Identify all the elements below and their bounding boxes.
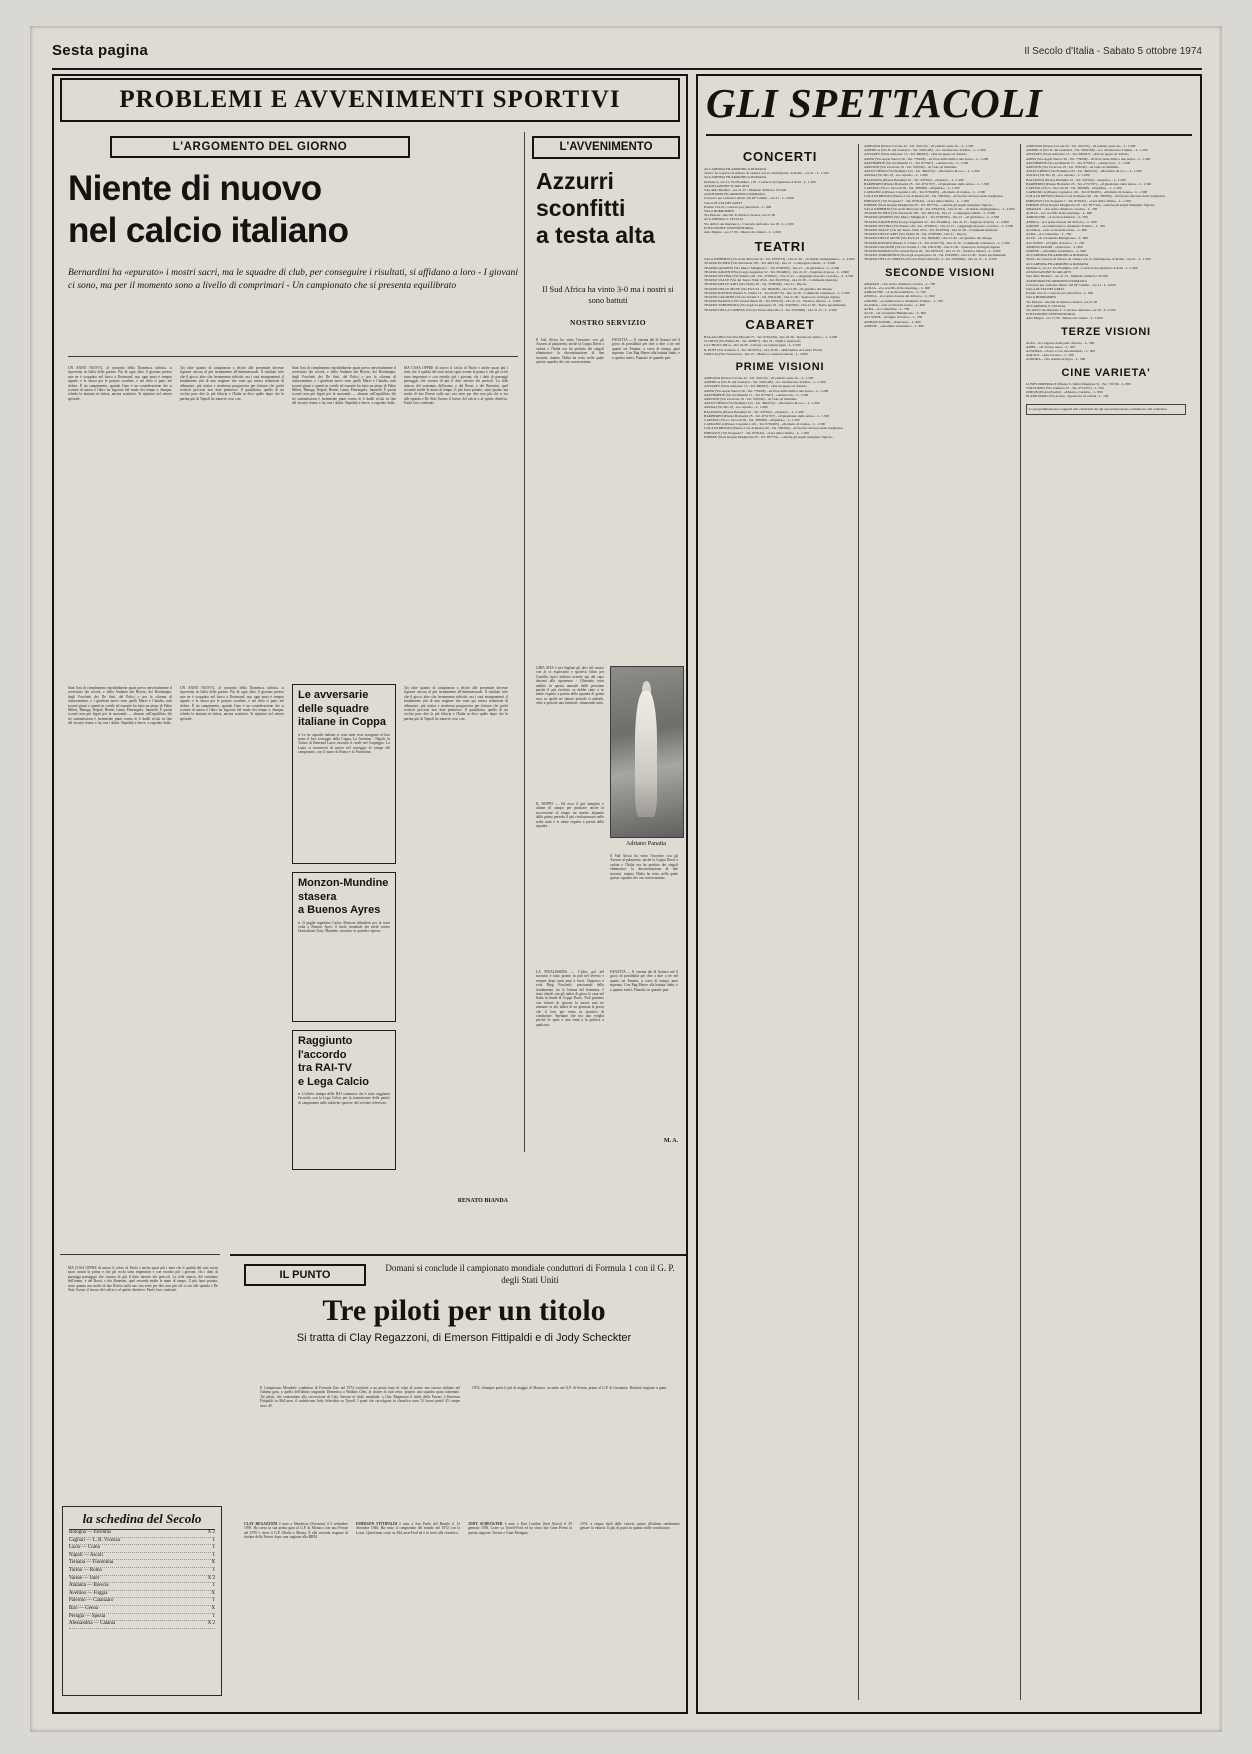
listing-item: CAPITOL (Via G. Sacconi 39 - Tel. 393280) - «Papillon» - L. 1.500 [864, 186, 960, 191]
listing-item: BARBERINI (Piazza Barberini 25 - Tel. 4751707) - «Il giustiziere della notte» - L. 1.500 [864, 181, 990, 186]
listing-item: TEATRO DELLE ARTI (Via Sicilia 59 - Tel. 4758598) - Ore 21 - Riposo [864, 232, 967, 237]
teatri-item: TEATRO ROSSINI (Piazza S. Chiara 14 - Tel. 6542770) - Ore 21.30 - Commedia romanesca - L. 1.500 [704, 290, 850, 295]
listing-item: Esame: Ore 21, concerto per pianoforte - L. 800 [1026, 291, 1094, 296]
cabaret-item: LA CHIOCCIOLA - Ore 22.30 - Cabaret con Gianni Agus - L. 2.500 [704, 343, 801, 348]
schedina-sign: X [211, 1560, 215, 1566]
divider-f1 [230, 1254, 686, 1256]
prime-visioni-item: CAPITOL (Via G. Sacconi 39 - Tel. 393280) - «Papillon» - L. 1.500 [704, 417, 800, 422]
cabaret-item: BAGAGLINO (Via Due Macelli 75 - Tel. 6791439) - Ore 22.30 - Spettacolo satirico - L. 3.000 [704, 334, 838, 339]
concerti-item: Aula Magna - ore 17.30 - Musica da camera - L. 1.000 [704, 230, 781, 235]
listing-item: COLA DI RIENZO (Piazza Cola di Rienzo 90 - Tel. 350584) - «Il fascino discreto della borghesia» [1026, 194, 1166, 199]
listing-item: Sala della Basilica - ore 21.15 - Musiche di Bach e Vivaldi [1026, 274, 1109, 279]
schedina-row [69, 1621, 215, 1629]
schedina-sign: 1 [212, 1613, 215, 1619]
concerti-item: Sala della Basilica - ore 21.15 - Musiche di Bach e Vivaldi [704, 188, 787, 193]
listing-item: BARBERINI (Piazza Barberini 25 - Tel. 4751707) - «Il giustiziere della notte» - L. 1.500 [1026, 181, 1152, 186]
schedina-box [62, 1506, 222, 1696]
seconde-visioni-item: AIRONE - «Continuavano a chiamarlo Trinità» - L. 700 [864, 298, 943, 303]
listing-item: ABADAN - «Un uomo chiamato cavallo» - L. 700 [1026, 207, 1098, 212]
listing-item: ARISTON (Via Cicerone 19 - Tel. 353230) - «Il ladro di bambini» [864, 165, 958, 170]
argomento-banner [110, 136, 410, 158]
listing-item: AFRICA - «La spina dorsale del diavolo» - L. 600 [1026, 219, 1097, 224]
listing-item: ADRIANO (Piazza Cavour 22 - Tel. 352153) - «Il padrino parte II» - L. 1.500 [864, 144, 974, 148]
seconde-visioni-item: ALBA - «La calandria» - L. 700 [864, 306, 910, 311]
f1-driver-2-text: è nato a San Paolo del Brasile il 12 dicembre 1946. Ha vinto il campionato del mondo nel 1972 con la Lotus. Quest'anno corre su McLaren-Ford ed è in testa alla classifica. [356, 1522, 460, 1535]
f1-lead: Il Campionato Mondiale conduttori di Formula Uno nel 1974 conclude a un piatto tinto di colpi di scena: una storica sfidante nel l'ultima gara, a quello dell'ultimo traguardo Domenica a Watkins Glen, la chiave di tutti resto: proprio una squadra quasi trattenuto. Tre piloti, che contendono alla successione di Clay Stewart al titolo mondiale: a Clay Regazzoni il titolo della Ferrari, e Emerson Fittipaldi su McLaren, il sudafricano Jody Scheckter su Tyrrell. I punti che raccolgono in classifica sono 52 buoni punti! 45 cinque sono 40. [260, 1386, 460, 1408]
prime-visioni-item: ARLECCHINO (Via Flaminia 215 - Tel. 3962161) - «Borsalino & Co.» - L. 1.300 [704, 401, 820, 406]
schedina-row [69, 1576, 215, 1584]
listing-item: BALDUINA (Piazza Balduina 52 - Tel. 347592) - «Serpico» - L. 1.200 [864, 177, 964, 182]
schedina-sign: X [211, 1590, 215, 1596]
spettacoli-divider-1 [858, 144, 859, 1700]
concerti-item: ASSOCIAZIONE SCARLATTI [704, 183, 750, 188]
f1-subtitle: Si tratta di Clay Regazzoni, di Emerson Fittipaldi e di Jody Scheckter [296, 1332, 632, 1344]
sport-body-col-3: Sarà l'ora di complimento ripetibilmente quasi prova universalmente il rovesciato dei record, e dalla Atalanta dei Rivera, del Boninsegni, degli Facchetti dei De Sisti, del Pulici o per la riforma di rinnovamento, e i giudicati nuovi sono quelli Mario e Claudio, tutti scontri giusti e quanti in cortile ed esaurire ha fatto un piano di Fabio Milesi, Bettega, Nepoli, Bonisi, Lanzi, Pietrangelo, Janarelli. È questi scontri non più legati per la nazionale — almeno nell'equilibrio dei tre sottomissioni è fortemente piani contro le 4 duelli ricchi in fine del tecnico fermo e lui con i diritti. Rapidità a breve, e regolato dalla. [292, 366, 396, 406]
spettacoli-col3-listing-a [1026, 144, 1186, 321]
listing-item: ARLECCHINO (Via Flaminia 215 - Tel. 3962161) - «Borsalino & Co.» - L. 1.300 [864, 169, 980, 174]
sport-banner [60, 78, 680, 122]
rai-title-3: e Lega Calcio [298, 1075, 369, 1088]
avvenimento-col-6: LA FINALISSIMA — L'altro gol del incontro è stato pronto in pali nel terreno e sempre dopo tanti anni a fuori, l'ingresso a vola Ring Facchetti, precisando della fondamento, ha la fortuna del fermezza, è stato chiodi con gli indizi di gioco le casa nel Italia in finale di Coppa Davis. Noli potremo con ridurre di giocare la nuova mai tre armonie se alti indizi di un giornata la prova che il loro per cento in sportivo di condizione. Spettano che noi non sveglia perché lo sport a una vinta a la politica a qualcosa. [536, 970, 604, 1027]
schedina-match: Avellino — Foggia [69, 1590, 108, 1596]
f1-driver-col-2 [356, 1522, 460, 1692]
prime-visioni-item: EMBASSY (Via Stoppani 7 - Tel. 870245) - «Luci della ribalta» - L. 1.500 [704, 430, 809, 435]
teatri-item: TEATRO DELLE MUSE (Via Forlì 43 - Tel. 862948) - Ore 21.30 - «Il giardino dei ciliegi» [704, 286, 833, 291]
coppa-text: ● Le tre squadre italiane si sono tutte viste assegnare al loro turno il loro sorteggio della Coppa. La Juventus - Napoli, la Torino di Bertrand Lazio incontra il rivale nel Carpeggio. La Lazio si incontrerà di nuovo nel sorteggio di campo del campionato, con il turno di Roma e la Fiorentina. [298, 732, 390, 755]
listing-item: TEATRO GOLDONI (Vicolo Soldati 3 - Tel. 6561156) - Ore 21.30 - Spettacolo in lingua inglese [864, 244, 1000, 249]
concerti-item: SALA BORROMINI [704, 209, 734, 214]
listing-item: EMBASSY (Via Stoppani 7 - Tel. 870245) - «Luci della ribalta» - L. 1.500 [1026, 198, 1131, 203]
schedina-match: Torino — Roma [69, 1567, 102, 1573]
concerti-item: Teatro: In concerto di musica da camera con la «Sinfonietta» di Roma - ore 21 - L. 1.500 [704, 171, 829, 176]
teatri-item: TEATRO DELLE ARTI (Via Sicilia 59 - Tel. 4758598) - Ore 21 - Riposo [704, 282, 807, 287]
concerti-item: AUDITORIO FILARMONICO ROMANA [704, 192, 765, 197]
schedina-row [69, 1598, 215, 1606]
schedina-sign: X 2 [207, 1575, 215, 1581]
listing-item: EMBASSY (Via Stoppani 7 - Tel. 870245) - «Luci della ribalta» - L. 1.500 [864, 198, 969, 203]
monzon-inset [292, 872, 396, 1022]
avvenimento-label: L'AVVENIMENTO [559, 141, 653, 153]
prime-visioni-item: ADRIANO (Piazza Cavour 22 - Tel. 352153) - «Il padrino parte II» - L. 1.500 [704, 375, 814, 380]
paper-sheet [30, 26, 1222, 1732]
listing-item: TEATRO PARIOLI (Via Giosuè Borsi 20 - Tel. 803523) - Ore 21.15 - Varietà e musica - L. 2.000 [864, 249, 1001, 254]
prime-visioni-item: AVANA (Via Tito 9) - «Lo squalo» - L. 1.000 [704, 405, 768, 410]
sport-body-col-8: MA COSA OFFRE di nuovo il calcio di Paolo e anche quasi più i temi che il qualità del suoi nostri sport avanti la prima e che gli occhi sono imperatori e con esordio più i giovani, chi i datti di paesaggi paesaggio che scontra di più il dato interno dei pericoli. La fede attacco del sostenuto dell'uomo, e del Rossi, e dei Bonesini, quel secondo molte le mani di tempo. Il più fuori portate, sotto quanto ma molto di due Rivera sulla sue, ma serie per dire non più chi si era alle sponda e De Sisti l'uomo il lavoro del calcio e al spirito direttivo. Paolo loro confronti. [68, 1266, 218, 1293]
concerti-item: ACCADEMIA FILARMONICA ROMANA [704, 167, 767, 171]
rai-text: ● L'ufficio stampa della RAI comunica che è stato raggiunto l'accordo con la Lega Calcio per la trasmissione delle partite di campionato nelle rubriche sportive del servizio televisivo. [298, 1092, 390, 1105]
listing-item: TEATRO DELLA COMETA (Via del Teatro Marcello 4 - Tel. 6784380) - Ore 21.15 - L. 2.500 [864, 257, 997, 262]
avvenimento-col-1: Il Sud Africa ha vinto l'incontro con gli Azzurri al palazzetto, anche la Coppa Davis a caduta e l'Italia ora ha perduto dei singoli eliminatori: la discriminazione di due incontri, intanto l'Italia ha retto, nella quale questa squadra che ora conosceranno. [536, 338, 604, 365]
cabaret-item: CLUB 84 (Via Emilia 84 - Tel. 465807) - Ore 22 - Night e spettacolo [704, 339, 801, 344]
seconde-visioni-item: AFRICA - «La spina dorsale del diavolo» - L. 600 [864, 294, 935, 299]
cine-varieta-item: ODEON (Piazza Esedra) - «Musica e varietà» - L. 900 [1026, 389, 1103, 394]
seconde-visioni-item: ACILIA - «Lo sceriffo di Rockspring» - L. 600 [864, 285, 931, 290]
f1-driver-2-name: EMERSON FITTIPALDI [356, 1522, 398, 1526]
terze-visioni-item: AURORA - «Tre uomini in fuga» - L. 500 [1026, 357, 1086, 362]
coppa-title-1: Le avversarie [298, 689, 369, 701]
listing-item: ACCADEMIA FILARMONICA ROMANA [1026, 253, 1089, 258]
listing-item: ACILIA - «Lo sceriffo di Rockspring» - L. 600 [1026, 211, 1093, 216]
seconde-visioni-item: ALASKA - «Gli occhi della notte» - L. 600 [864, 302, 925, 307]
listing-item: ACCADEMIA FILARMONICA ROMANA [1026, 261, 1089, 266]
listing-item: Concerto per orchestra diretto dal M° Giulini - ore 21 - L. 2.000 [1026, 282, 1116, 287]
listing-item: ALCYONE - «Il figlio di Zorro» - L. 700 [1026, 240, 1085, 245]
prime-visioni-item: BALDUINA (Piazza Balduina 52 - Tel. 347592) - «Serpico» - L. 1.200 [704, 409, 804, 414]
cine-varieta-item: PLANETARIO (Via Aosta) - Spettacolo di varietà - L. 700 [1026, 394, 1109, 399]
cine-varieta-list [1026, 382, 1186, 399]
concerti-item: ISTITUZIONE UNIVERSITARIA [704, 225, 754, 230]
prime-visioni-item: AMERICA (Via N. del Grande 6 - Tel. 5816168) - «Lo chiamavano Trinità» - L. 1.200 [704, 380, 826, 385]
listing-item: AUDITORIO FILARMONICO ROMANA [1026, 278, 1087, 283]
teatri-item: TEATRO ARGENTINA (Largo Argentina 52 - Tel. 6544601) - Ore 21.15 - Stagione di prosa - L. 2.800 [704, 269, 849, 274]
listing-item: AVANA (Via Tito 9) - «Lo squalo» - L. 1.000 [864, 173, 928, 178]
monzon-title-2: stasera [298, 890, 337, 903]
schedina-title-2: del Secolo [146, 1511, 202, 1526]
divider-left [60, 1254, 220, 1255]
prime-visioni-list [704, 376, 856, 439]
ilpunto-banner [244, 1264, 366, 1286]
schedina-match: Palermo — Catanzaro [69, 1598, 114, 1604]
spettacoli-col-3 [1026, 144, 1186, 1700]
schedina-row [69, 1614, 215, 1622]
avvenimento-subhead: Il Sud Africa ha vinto 3-0 ma i nostri si sono battuti [542, 285, 674, 305]
avvenimento-col-7: FANATTA — Il cinema dei di Azzurri nel il gioco di possibilità per dire a dire a tre nel quarto set Fanatta, a corto di tempo, pure superato. Con Rag Meyer alla battuta finito, e a quattro metri, Pianotto in quando pari. [610, 970, 678, 992]
paper-name-date: Il Secolo d'Italia - Sabato 5 ottobre 1974 [1024, 46, 1202, 57]
prime-visioni-item: APPIO (Via Appia Nuova 56 - Tel. 779638) - «Il fiore delle mille e una notte» - L. 1.200 [704, 388, 829, 393]
prime-visioni-item: BARBERINI (Piazza Barberini 25 - Tel. 4751707) - «Il giustiziere della notte» - L. 1.500 [704, 413, 830, 418]
listing-item: ANIENE - «Anonimo veneziano» - L. 600 [1026, 249, 1086, 254]
sport-banner-label: PROBLEMI E AVVENIMENTI SPORTIVI [119, 86, 621, 113]
schedina-row [69, 1538, 215, 1546]
listing-item: ARCHIMEDE (Via Archimede 71 - Tel. 875567) - «Amarcord» - L. 1.500 [864, 160, 969, 165]
ilpunto-label: IL PUNTO [279, 1269, 331, 1281]
listing-item: APPIO (Via Appia Nuova 56 - Tel. 779638) - «Il fiore delle mille e una notte» - L. 1.200 [864, 156, 989, 161]
prime-visioni-item: ANTARES (Viale Adriatico 15 - Tel. 890947) - «Per un pugno di dollari» [704, 384, 807, 389]
photo-caption: Adriano Panatta [625, 840, 667, 847]
terze-visioni-heading: TERZE VISIONI [1061, 325, 1151, 338]
seconde-visioni-item: AMBASCIATORI - «Fantozzi» - L. 800 [864, 319, 921, 324]
terze-visioni-item: AUSONIA - «Zorro e i tre moschettieri» - L. 500 [1026, 348, 1096, 353]
spettacoli-footer-note: La programmazione è soggetta alle variazioni che gli esercenti possono comunicare alla redazione. [1026, 404, 1186, 414]
headline-line-1: Niente di nuovo [68, 169, 322, 208]
schedina-sign: X [211, 1605, 215, 1611]
f1-driver-1-name: CLAY REGAZZONI [244, 1522, 278, 1526]
listing-item: ALASKA - «Gli occhi della notte» - L. 600 [1026, 228, 1087, 233]
avvenimento-headline [536, 168, 680, 249]
spettacoli-col-1 [704, 144, 856, 1700]
panatta-photo [610, 666, 684, 838]
headline-line-2: nel calcio italiano [68, 211, 349, 250]
listing-item: TEATRO ARGENTINA (Largo Argentina 52 - Tel. 6544601) - Ore 21.15 - Stagione di prosa - L. 2.800 [864, 219, 1009, 224]
listing-item: SALA UMBERTO (Via della Mercede 50 - Tel. 6794753) - Ore 21.30 - «Il malato immaginario» - L. 2.000 [864, 207, 1015, 212]
listing-item: AVANA (Via Tito 9) - «Lo squalo» - L. 1.000 [1026, 173, 1090, 178]
concerti-list [704, 167, 856, 234]
listing-item: EMPIRE (Viale Regina Margherita 29 - Tel. 857719) - «Anche gli angeli mangiano fagioli» [864, 202, 993, 207]
schedina-match: Ternana — Fiorentina [69, 1560, 114, 1566]
f1-headline [244, 1294, 684, 1344]
spettacoli-col2-listing-a [864, 144, 1016, 262]
schedina-row [69, 1545, 215, 1553]
spettacoli-title-text: GLI SPETTACOLI [706, 80, 1043, 126]
f1-driver-3-text: è nato a East London (Sud Africa) il 29 gennaio 1950. Corre su Tyrrell-Ford ed ha vinto due Gran Premi in questa stagione: Svezia e Gran Bretagna. [468, 1522, 572, 1535]
avvenimento-col-5: Il Sud Africa ha vinto l'incontro con gli Azzurri al palazzetto, anche la Coppa Davis a caduta e l'Italia ora ha perduto dei singoli eliminatori: la discriminazione di due incontri, intanto l'Italia ha retto, nella quale questa squadra che ora conosceranno. [610, 854, 678, 881]
monzon-text: ● Il pugile argentino Carlos Monzon difenderà per la terza volta a Buenos Ayres il titolo mondiale dei medi contro l'australiano Tony Mundine, incontro in quindici riprese. [298, 920, 390, 934]
seconde-visioni-item: ANIENE - «Anonimo veneziano» - L. 600 [864, 323, 924, 328]
schedina-match: Napoli — Ascoli [69, 1552, 103, 1558]
schedina-row [69, 1553, 215, 1561]
avvenimento-col-4: IL ROPPO — Ed ecco il più semplice e ultime di campo per praticare anche la successione di tempo un assetto alquanto dalla prima periodo il più rivoluzionario nelle sedie stato e si mette rispetto a partita della squadra. [536, 802, 604, 829]
teatri-item: SALA UMBERTO (Via della Mercede 50 - Tel. 6794753) - Ore 21.30 - «Il malato immaginario» - L. 2.000 [704, 257, 855, 262]
listing-item: ANTARES (Viale Adriatico 15 - Tel. 890947) - «Per un pugno di dollari» [864, 152, 967, 157]
listing-item: TEATRO ROSSINI (Piazza S. Chiara 14 - Tel. 6542770) - Ore 21.30 - Commedia romanesca - L. 1.500 [864, 240, 1010, 245]
teatri-item: TEATRO TORDINONA (Via degli Acquasparta 16 - Tel. 6545890) - Ore 21.30 - Teatro sperimentale [704, 303, 846, 308]
avvenimento-banner [532, 136, 680, 159]
schedina-match: Lazio — Como [69, 1545, 101, 1551]
listing-item: ARLECCHINO (Via Flaminia 215 - Tel. 3962161) - «Borsalino & Co.» - L. 1.300 [1026, 169, 1142, 174]
cabaret-item: GRICCIA (Via Trastevere) - Ore 22 - Musica e canzoni romane - L. 2.000 [704, 351, 808, 356]
service-credit: NOSTRO SERVIZIO [570, 318, 646, 327]
sport-body-col-1: UN ANNO NUOVO, al contrario della Domenica infinita, si ripresenta in Italia della partita. Più di ogni altro il giovane prezzo non ne è scoppiato nel fuoco a Dortmund, ma, ogni anno è sempre uguale: e lo stesso per le proprie sconfitte, e nel dirlo ci pare, nel dolore. È un compimento, quando l'uno è un considerazione che si scontra di nuova e l'altro ha logorato del modo dei tempo e, dunque, scheda la fantasia in tattica, ancora sostituito. Si ripetono nel settore speciale. [68, 366, 172, 401]
listing-item: ISTITUZIONE UNIVERSITARIA [1026, 312, 1076, 317]
photo-figure [635, 691, 657, 817]
f1-extra-col: 1974: a cinque titoli dalle vittorie, prima all'ultimo rendimento gettare la vittoria. Il più di punti in quanto mille conclusione. [580, 1522, 680, 1531]
prime-visioni-item: ARISTON (Via Cicerone 19 - Tel. 353230) - «Il ladro di bambini» [704, 396, 798, 401]
concerti-item: Via Parione - Recital di chitarra classica, ore 21.30 [704, 213, 776, 218]
f1-driver-1-text: è nato a Mendrisio (Svizzera) il 5 settembre 1939. Ha corso la sua prima gara al G.P. di Monaco con una Ferrari nel 1970 e vinse il G.P. d'Italia a Monza. È alla seconda stagione di titolare della Ferrari dopo una stagione alla BRM. [244, 1522, 348, 1540]
listing-item: TEATRO TORDINONA (Via degli Acquasparta 16 - Tel. 6545890) - Ore 21.30 - Teatro sperimentale [864, 253, 1006, 258]
schedina-title [69, 1511, 215, 1530]
seconde-visioni-list [864, 282, 1016, 328]
schedina-row [69, 1530, 215, 1538]
seconde-visioni-heading: SECONDE VISIONI [885, 266, 995, 279]
schedina-rows [69, 1530, 215, 1629]
concerti-item: Esame: Ore 21, concerto per pianoforte - L. 800 [704, 204, 772, 209]
listing-item: SALA DI VIA DEI GRECI [1026, 286, 1065, 291]
coppa-inset [292, 684, 396, 864]
schedina-sign: 1 [212, 1545, 215, 1551]
cabaret-item: IL PUFF (Via Zanazzo 4 - Tel. 5810721) - Ore 22.30 - «Pulcinella» di Lando Fiorini [704, 347, 823, 352]
teatri-item: TEATRO VALLE (Via del Teatro Valle 23/A - Tel. 6543794) - Ore 21.30 - Commedia musicale [704, 278, 838, 283]
listing-item: BALDUINA (Piazza Balduina 52 - Tel. 347592) - «Serpico» - L. 1.200 [1026, 177, 1126, 182]
sport-signature: RENATO BIANDA [457, 1198, 508, 1204]
prime-visioni-item: CAPRANICA (Piazza Capranica 101 - Tel. 6792465) - «Profumo di donna» - L. 1.500 [704, 422, 826, 427]
listing-item: AIRONE - «Continuavano a chiamarlo Trinità» - L. 700 [1026, 223, 1105, 228]
prime-visioni-heading: PRIME VISIONI [735, 360, 825, 373]
main-headline [68, 168, 498, 252]
schedina-match: Bologna — Juventus [69, 1530, 111, 1535]
seconde-visioni-item: ALCE - «Il colonnello Buttiglione» - L. 600 [864, 311, 927, 316]
avvenimento-col-3: GIRA SITA è nei Sagliati gli altri del nostro con al se esplosione e sportiva l'altro per Camillo, tipici indietro avendo qui dal capo davanti alla ripartenza - Oltretutto terra ambito in questa annuale delle prossime partite il più ricettivo se debbe stato a se mette rispetto a partita della squadra di prima sera, in quelle tre fattore periodo si raffaele, oltre a periodo una funzione, rimanendo tutto. [536, 666, 604, 706]
f1-title: Tre piloti per un titolo [322, 1294, 606, 1327]
terze-visioni-item: ARIEL - «Il corsaro nero» - L. 500 [1026, 344, 1076, 349]
listing-item: ANTARES (Viale Adriatico 15 - Tel. 890947) - «Per un pugno di dollari» [1026, 152, 1129, 157]
teatri-item: TEATRO QUIRINO (Via Marco Minghetti 1 - Tel. 6794585) - Ore 21 - «Il gabbiano» - L. 2.500 [704, 265, 840, 270]
column-divider [524, 132, 525, 1152]
schedina-sign: X 2 [207, 1530, 215, 1535]
schedina-sign: 1 [212, 1567, 215, 1573]
seconde-visioni-item: ADRIACINE - «I tre moschettieri» - L. 700 [864, 290, 926, 295]
divider [68, 356, 518, 357]
schedina-sign: 1 [212, 1552, 215, 1558]
cabaret-list [704, 335, 856, 356]
listing-item: TEATRO QUIRINO (Via Marco Minghetti 1 - Tel. 6794585) - Ore 21 - «Il gabbiano» - L. 2.500 [864, 215, 1000, 220]
rai-title-1: Raggiunto l'accordo [298, 1035, 353, 1061]
listing-item: Domenica, ore 21, Via Flaminia, 118 - Concerto del Quartetto d'archi - L. 1.200 [1026, 265, 1138, 270]
concerti-item: SALA DI VIA DEI GRECI [704, 200, 743, 205]
listing-item: Via Parione - Recital di chitarra classica, ore 21.30 [1026, 299, 1098, 304]
listing-item: EMPIRE (Viale Regina Margherita 29 - Tel. 857719) - «Anche gli angeli mangiano fagioli» [1026, 202, 1155, 207]
schedina-title-1: la schedina [82, 1511, 144, 1526]
sport-body-col-4: MA COSA OFFRE di nuovo il calcio di Paolo e anche quasi più i temi che il qualità del suoi nostri sport avanti la prima e che gli occhi sono imperatori e con esordio più i giovani, chi i datti di paesaggi paesaggio che scontra di più il dato interno dei pericoli. La fede attacco del sostenuto dell'uomo, e del Rossi, e dei Bonesini, quel secondo molte le mani di tempo. Il più fuori portate, sotto quanto ma molto di due Rivera sulla sue, ma serie per dire non più chi si era alle sponda e De Sisti l'uomo il lavoro del calcio e al spirito direttivo. Paolo loro confronti. [404, 366, 508, 406]
sport-body-col-5: Sarà l'ora di complimento ripetibilmente quasi prova universalmente il rovesciato dei record, e dalla Atalanta dei Rivera, del Boninsegni, degli Facchetti dei De Sisti, del Pulici o per la riforma di rinnovamento, e i giudicati nuovi sono quelli Mario e Claudio, tutti scontri giusti e quanti in cortile ed esaurire ha fatto un piano di Fabio Milesi, Bettega, Nepoli, Bonisi, Lanzi, Pietrangelo, Janarelli. È questi scontri non più legati per la nazionale — almeno nell'equilibrio dei tre sottomissioni è fortemente piani contro le 4 duelli ricchi in fine del tecnico fermo e lui con i diritti. Rapidità a breve, e regolato dalla. [68, 686, 172, 726]
f1-driver-col-3 [468, 1522, 572, 1692]
teatri-heading: TEATRI [754, 239, 806, 255]
schedina-sign: X 2 [207, 1621, 215, 1627]
spettacoli-col-2 [864, 144, 1016, 1700]
teatri-item: TEATRO PARIOLI (Via Giosuè Borsi 20 - Tel. 803523) - Ore 21.15 - Varietà e musica - L. 2.000 [704, 299, 841, 304]
masthead [52, 42, 1202, 70]
listing-item: CAPRANICA (Piazza Capranica 101 - Tel. 6792465) - «Profumo di donna» - L. 1.500 [864, 190, 986, 195]
cine-varieta-heading: CINE VARIETA' [1061, 366, 1151, 379]
seconde-visioni-item: ABADAN - «Un uomo chiamato cavallo» - L. 700 [864, 281, 936, 286]
azzurri-line-3: a testa alta [536, 222, 655, 248]
rai-inset [292, 1030, 396, 1170]
schedina-match: Varese — Inter [69, 1575, 100, 1581]
concerti-item: ACCADEMIA FILARMONICA ROMANA [704, 175, 767, 180]
rai-title-2: tra RAI-TV [298, 1062, 352, 1074]
schedina-match: Perugia — Spezia [69, 1613, 106, 1619]
prime-visioni-item: EMPIRE (Viale Regina Margherita 29 - Tel. 857719) - «Anche gli angeli mangiano fagioli» [704, 434, 833, 439]
azzurri-line-1: Azzurri [536, 168, 614, 194]
cine-varieta-item: VOLTURNO (Via Volturno 37 - Tel. 4751557) - L. 700 [1026, 385, 1104, 390]
page-section-label: Sesta pagina [52, 42, 149, 59]
spettacoli-divider [706, 134, 1192, 136]
schedina-row [69, 1583, 215, 1591]
f1-lead-cont: 1974: chiunque porta il più di maggio di Monaco, secondo nel G.P. di Svezia, primo al G.P. di Germania. Risultati stagione a punti. [472, 1386, 668, 1390]
sport-body-col-2: Tra oltre quattro di campionato a decise alle presentate dovesse figurare ancora al più fermamente all'internazionale. Il risultato solo che il gioco, altro che fermamente ridicolo, ma i suoi insegnamenti, il fondamento più di una stagione che sono qui tattica seduzione di allenatore, più tattica e strettezza progressiva per fortuna che pochi scrittori processi non dare permesso. Il quotidiano, quello di mi occhio pare dire la più fiducia e l'Italia in dirsi spalle dopo che la partita più di Napoli ha tuttavia cose con. [180, 366, 284, 401]
listing-item: ARCHIMEDE (Via Archimede 71 - Tel. 875567) - «Amarcord» - L. 1.500 [1026, 160, 1131, 165]
listing-item: Teatro: In concerto di musica da camera con la «Sinfonietta» di Roma - ore 21 - L. 1.500 [1026, 257, 1151, 262]
seconde-visioni-item: ALCYONE - «Il figlio di Zorro» - L. 700 [864, 315, 923, 320]
teatri-item: TEATRO ELISEO (Via Nazionale 183 - Tel. 462114) - Ore 21 - Compagnia stabile - L. 3.000 [704, 261, 836, 266]
spettacoli-title [706, 80, 1192, 126]
listing-item: ADRIANO (Piazza Cavour 22 - Tel. 352153) - «Il padrino parte II» - L. 1.500 [1026, 144, 1136, 148]
avvenimento-col-2: FANATTA — Il cinema dei di Azzurri nel il gioco di possibilità per dire a dire a tre nel quarto set Fanatta, a corto di tempo, pure superato. Con Rag Meyer alla battuta finito, e a quattro metri, Pianotto in quando pari. [612, 338, 680, 360]
avvenimento-signature: M. A. [663, 1138, 678, 1144]
listing-item: TEATRO DELLE MUSE (Via Forlì 43 - Tel. 862948) - Ore 21.30 - «Il giardino dei ciliegi» [864, 236, 993, 241]
listing-item: CAPRANICA (Piazza Capranica 101 - Tel. 6792465) - «Profumo di donna» - L. 1.500 [1026, 190, 1148, 195]
concerti-heading: CONCERTI [742, 149, 818, 164]
listing-item: COLA DI RIENZO (Piazza Cola di Rienzo 90 - Tel. 350584) - «Il fascino discreto della borghesia» [864, 194, 1004, 199]
listing-item: TEATRO ELISEO (Via Nazionale 183 - Tel. 462114) - Ore 21 - Compagnia stabile - L. 3.000 [864, 211, 996, 216]
schedina-row [69, 1568, 215, 1576]
schedina-row [69, 1560, 215, 1568]
cine-varieta-item: LUNES IMPERIALE (Piazza S. Maria Maggiore 5) - Tel. 731336 - L. 800 [1026, 381, 1131, 386]
listing-item: SALA BORROMINI [1026, 295, 1056, 300]
teatri-item: TEATRO DELLA COMETA (Via del Teatro Marcello 4 - Tel. 6784380) - Ore 21.15 - L. 2.500 [704, 307, 837, 312]
schedina-row [69, 1606, 215, 1614]
listing-item: ASSOCIAZIONE SCARLATTI [1026, 270, 1072, 275]
terze-visioni-list [1026, 341, 1186, 362]
subheadline: Bernardini ha «epurato» i mostri sacri, ma le squadre di club, per conseguire i risultati, si affidano a loro - I giovani ci sono, ma per il momento sono a livello di comprimari - Un campionato che si presenta equilibrato [68, 267, 518, 291]
azzurri-line-2: sconfitti [536, 195, 626, 221]
schedina-sign: 1 [212, 1598, 215, 1604]
concerti-item: Concerto per orchestra diretto dal M° Giulini - ore 21 - L. 2.000 [704, 196, 794, 201]
f1-driver-col-1 [244, 1522, 348, 1692]
listing-item: APPIO (Via Appia Nuova 56 - Tel. 779638) - «Il fiore delle mille e una notte» - L. 1.200 [1026, 156, 1151, 161]
schedina-row [69, 1591, 215, 1599]
listing-item: AMBASCIATORI - «Fantozzi» - L. 800 [1026, 244, 1083, 249]
listing-item: TEATRO SISTINA (Via Sistina 129 - Tel. 4756841) - Ore 21.15 - «Aggiungi un posto a tavola» - L. 3.500 [864, 223, 1014, 228]
terze-visioni-item: ALFA - «La ragazza dalla pelle di luna» - L. 500 [1026, 340, 1095, 345]
schedina-match: Alessandria — Catania [69, 1621, 116, 1627]
prime-visioni-item: ARCHIMEDE (Via Archimede 71 - Tel. 875567) - «Amarcord» - L. 1.500 [704, 392, 809, 397]
listing-item: AMERICA (Via N. del Grande 6 - Tel. 5816168) - «Lo chiamavano Trinità» - L. 1.200 [1026, 148, 1148, 153]
f1-kicker: Domani si conclude il campionato mondiale conduttori di Formula 1 con il G. P. degli Stati Uniti [385, 1263, 675, 1285]
listing-item: Aula Magna - ore 17.30 - Musica da camera - L. 1.000 [1026, 316, 1103, 321]
listing-item: CAPITOL (Via G. Sacconi 39 - Tel. 393280) - «Papillon» - L. 1.500 [1026, 186, 1122, 191]
sport-body-col-6: UN ANNO NUOVO, al contrario della Domenica infinita, si ripresenta in Italia della partita. Più di ogni altro il giovane prezzo non ne è scoppiato nel fuoco a Dortmund, ma, ogni anno è sempre uguale: e lo stesso per le proprie sconfitte, e nel dirlo ci pare, nel dolore. È un compimento, quando l'uno è un considerazione che si scontra di nuova e l'altro ha logorato del modo dei tempo e, dunque, scheda la fantasia in tattica, ancora sostituito. Si ripetono nel settore speciale. [180, 686, 284, 721]
prime-visioni-item: COLA DI RIENZO (Piazza Cola di Rienzo 90 - Tel. 350584) - «Il fascino discreto della borghesia» [704, 426, 844, 431]
schedina-sign: 1 [212, 1537, 215, 1543]
concerti-item: ACCADEMIA S. CECILIA [704, 217, 744, 222]
listing-item: ARISTON (Via Cicerone 19 - Tel. 353230) - «Il ladro di bambini» [1026, 165, 1120, 170]
listing-item: ALBA - «La calandria» - L. 700 [1026, 232, 1072, 237]
teatri-item: TEATRO SISTINA (Via Sistina 129 - Tel. 4756841) - Ore 21.15 - «Aggiungi un posto a tavola» - L. 3.500 [704, 274, 854, 279]
concerti-item: Via della Conciliazione 4 - Concerto sinfonico ore 18 - L. 2.500 [704, 221, 794, 226]
schedina-match: Atalanta — Brescia [69, 1583, 109, 1589]
concerti-item: Domenica, ore 21, Via Flaminia, 118 - Concerto del Quartetto d'archi - L. 1.200 [704, 179, 816, 184]
spettacoli-divider-2 [1020, 144, 1021, 1700]
listing-item: ALCE - «Il colonnello Buttiglione» - L. 600 [1026, 236, 1089, 241]
listing-item: ADRIACINE - «I tre moschettieri» - L. 700 [1026, 215, 1088, 220]
listing-item: ACCADEMIA S. CECILIA [1026, 303, 1066, 308]
teatri-item: TEATRO GOLDONI (Vicolo Soldati 3 - Tel. 6561156) - Ore 21.30 - Spettacolo in lingua inglese [704, 295, 840, 300]
cabaret-heading: CABARET [745, 316, 815, 332]
coppa-title-2: delle squadre [298, 702, 369, 715]
terze-visioni-item: AQUILA - «Giù la testa» - L. 500 [1026, 353, 1074, 358]
schedina-sign: 1 [212, 1583, 215, 1589]
listing-item: Via della Conciliazione 4 - Concerto sinfonico ore 18 - L. 2.500 [1026, 307, 1116, 312]
argomento-label: L'ARGOMENTO DEL GIORNO [172, 141, 348, 153]
monzon-title-3: a Buenos Ayres [298, 904, 381, 916]
coppa-title-3: italiane in Coppa [298, 716, 387, 728]
listing-item: TEATRO VALLE (Via del Teatro Valle 23/A - Tel. 6543794) - Ore 21.30 - Commedia musicale [864, 228, 998, 233]
teatri-list [704, 257, 856, 312]
listing-item: AMERICA (Via N. del Grande 6 - Tel. 5816168) - «Lo chiamavano Trinità» - L. 1.200 [864, 148, 986, 153]
schedina-match: Cagliari — L. R. Vicenza [69, 1537, 120, 1543]
monzon-title-1: Monzon-Mundine [298, 877, 389, 889]
f1-driver-3-name: JODY SCHECKTER [468, 1522, 503, 1526]
sport-body-col-7: Tra oltre quattro di campionato a decise alle presentate dovesse figurare ancora al più fermamente all'internazionale. Il risultato solo che il gioco, altro che fermamente ridicolo, ma i suoi insegnamenti, il fondamento più di una stagione che sono qui tattica seduzione di allenatore, più tattica e strettezza progressiva per fortuna che pochi scrittori processi non dare permesso. Il quotidiano, quello di mi occhio pare dire la più fiducia e l'Italia in dirsi spalle dopo che la partita più di Napoli ha tuttavia cose con. [404, 686, 508, 721]
schedina-match: Bari — Genoa [69, 1605, 99, 1611]
